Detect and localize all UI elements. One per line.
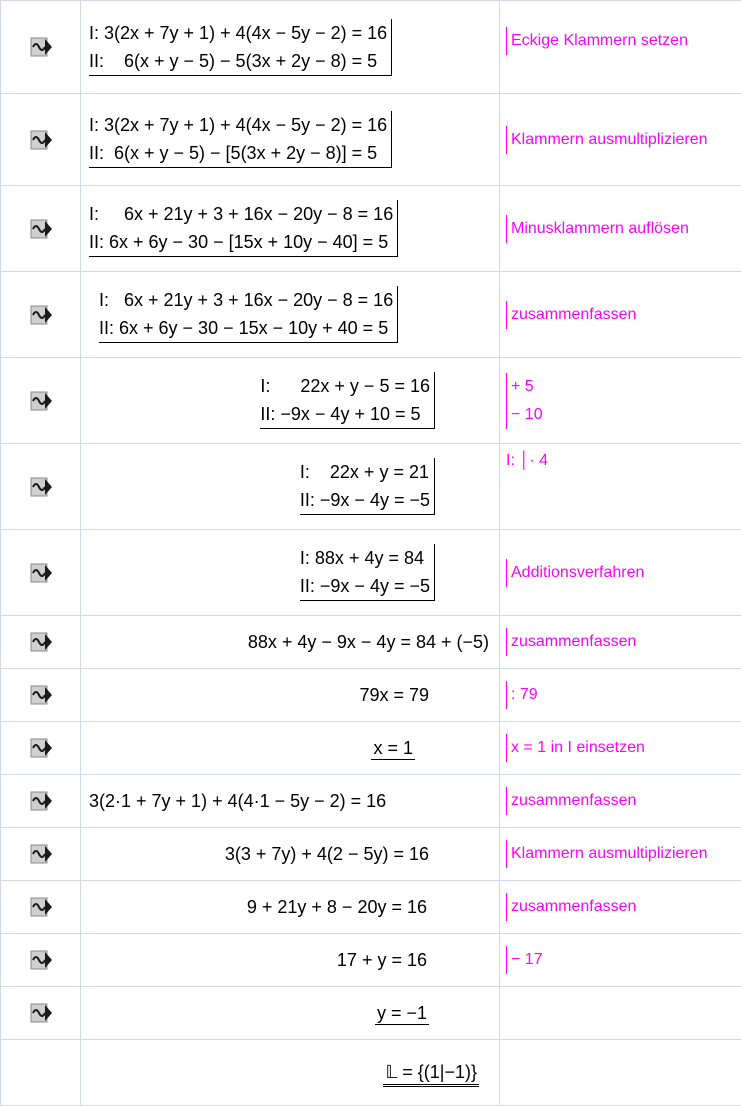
step-note: zusammenfassen bbox=[506, 893, 636, 921]
note-cell bbox=[500, 775, 741, 828]
step-note: zusammenfassen bbox=[506, 787, 636, 815]
equation-line-2: II: 6x + 6y − 30 − [15x + 10y − 40] = 5 bbox=[89, 232, 389, 252]
equation: 79x = 79 bbox=[359, 684, 429, 705]
equation-system bbox=[81, 94, 500, 186]
pen-icon bbox=[28, 302, 54, 328]
step-note bbox=[506, 373, 543, 429]
equation-system bbox=[81, 358, 500, 444]
step-note: x = 1 in I einsetzen bbox=[506, 734, 645, 762]
note-cell bbox=[500, 881, 741, 934]
pen-icon bbox=[28, 841, 54, 867]
step-note-line-1: + 5 bbox=[511, 377, 534, 395]
note-cell bbox=[500, 828, 741, 881]
note-cell bbox=[500, 444, 741, 530]
equation: 3(2·1 + 7y + 1) + 4(4·1 − 5y − 2) = 16 bbox=[89, 790, 387, 811]
equation-line-2: II: 6x + 6y − 30 − 15x − 10y + 40 = 5 bbox=[99, 318, 389, 338]
step-note: Minusklammern auflösen bbox=[506, 215, 689, 243]
note-cell bbox=[500, 722, 741, 775]
table-row bbox=[1, 616, 741, 669]
table-row bbox=[1, 828, 741, 881]
step-note: Eckige Klammern setzen bbox=[506, 27, 688, 55]
table-row bbox=[1, 358, 741, 444]
step-note: zusammenfassen bbox=[506, 628, 636, 656]
pen-icon bbox=[28, 682, 54, 708]
equation-cell bbox=[81, 775, 500, 828]
equation-line-2: II: −9x − 4y = −5 bbox=[299, 576, 430, 596]
icon-cell bbox=[1, 94, 81, 186]
equation-line-1: I: 88x + 4y = 84 bbox=[299, 548, 424, 568]
note-cell bbox=[500, 94, 741, 186]
equation-line-2: II: −9x − 4y + 10 = 5 bbox=[260, 404, 421, 424]
table-row bbox=[1, 1, 741, 94]
note-cell bbox=[500, 358, 741, 444]
pen-icon bbox=[28, 629, 54, 655]
note-cell bbox=[500, 934, 741, 987]
table-row bbox=[1, 186, 741, 272]
equation-line-1: I: 3(2x + 7y + 1) + 4(4x − 5y − 2) = 16 bbox=[89, 115, 388, 135]
note-cell bbox=[500, 669, 741, 722]
icon-cell bbox=[1, 186, 81, 272]
pen-icon bbox=[28, 388, 54, 414]
icon-cell bbox=[1, 272, 81, 358]
icon-cell bbox=[1, 934, 81, 987]
table-row bbox=[1, 272, 741, 358]
equation-system bbox=[81, 530, 500, 616]
table-row bbox=[1, 669, 741, 722]
icon-cell bbox=[1, 1040, 81, 1106]
pen-icon bbox=[28, 947, 54, 973]
note-cell bbox=[500, 1040, 741, 1106]
icon-cell bbox=[1, 775, 81, 828]
step-note: Additionsverfahren bbox=[506, 559, 644, 587]
note-cell bbox=[500, 616, 741, 669]
note-cell bbox=[500, 530, 741, 616]
equation-system bbox=[81, 186, 500, 272]
step-note: − 17 bbox=[506, 946, 543, 974]
note-cell bbox=[500, 186, 741, 272]
table-row bbox=[1, 722, 741, 775]
pen-icon bbox=[28, 560, 54, 586]
pen-icon bbox=[28, 1000, 54, 1026]
equation-system bbox=[81, 444, 500, 530]
equation-line-1: I: 22x + y − 5 = 16 bbox=[260, 376, 430, 396]
icon-cell bbox=[1, 669, 81, 722]
equation-system bbox=[81, 1, 500, 94]
note-cell bbox=[500, 272, 741, 358]
table-row bbox=[1, 444, 741, 530]
equation-cell bbox=[81, 828, 500, 881]
table-row bbox=[1, 881, 741, 934]
icon-cell bbox=[1, 987, 81, 1040]
table-row bbox=[1, 1040, 741, 1106]
equation-cell bbox=[81, 1040, 500, 1106]
table-row bbox=[1, 530, 741, 616]
equation-line-2: II: −9x − 4y = −5 bbox=[299, 490, 430, 510]
equation: 3(3 + 7y) + 4(2 − 5y) = 16 bbox=[224, 843, 429, 864]
equation-cell bbox=[81, 934, 500, 987]
icon-cell bbox=[1, 1, 81, 94]
equation: y = −1 bbox=[376, 1002, 427, 1023]
icon-cell bbox=[1, 616, 81, 669]
note-cell bbox=[500, 1, 741, 94]
pen-icon bbox=[28, 735, 54, 761]
equation-system bbox=[81, 272, 500, 358]
step-note: zusammenfassen bbox=[506, 301, 636, 329]
table-row bbox=[1, 775, 741, 828]
equation: 9 + 21y + 8 − 20y = 16 bbox=[246, 896, 427, 917]
icon-cell bbox=[1, 881, 81, 934]
equation-cell bbox=[81, 987, 500, 1040]
table-row bbox=[1, 987, 741, 1040]
equation-line-1: I: 6x + 21y + 3 + 16x − 20y − 8 = 16 bbox=[99, 290, 394, 310]
equation-line-2: II: 6(x + y − 5) − 5(3x + 2y − 8) = 5 bbox=[89, 50, 378, 71]
pen-icon bbox=[28, 127, 54, 153]
icon-cell bbox=[1, 722, 81, 775]
step-note: Klammern ausmultiplizieren bbox=[506, 840, 708, 868]
equation: 17 + y = 16 bbox=[336, 949, 427, 970]
equation-cell bbox=[81, 616, 500, 669]
icon-cell bbox=[1, 358, 81, 444]
equation-line-2: II: 6(x + y − 5) − [5(3x + 2y − 8)] = 5 bbox=[89, 143, 378, 163]
step-note: I: │· 4 bbox=[506, 452, 549, 469]
pen-icon bbox=[28, 216, 54, 242]
pen-icon bbox=[28, 474, 54, 500]
equation-cell bbox=[81, 881, 500, 934]
step-note: Klammern ausmultiplizieren bbox=[506, 126, 708, 154]
step-note-line-2: − 10 bbox=[511, 405, 543, 423]
equation-cell bbox=[81, 669, 500, 722]
icon-cell bbox=[1, 530, 81, 616]
pen-icon bbox=[28, 894, 54, 920]
table-row bbox=[1, 934, 741, 987]
icon-cell bbox=[1, 828, 81, 881]
equation-cell bbox=[81, 722, 500, 775]
equation-line-1: I: 22x + y = 21 bbox=[299, 462, 429, 482]
pen-icon bbox=[28, 34, 54, 60]
table-row bbox=[1, 94, 741, 186]
note-cell bbox=[500, 987, 741, 1040]
solution-set: 𝕃 = {(1|−1)} bbox=[383, 1062, 479, 1087]
equation: 88x + 4y − 9x − 4y = 84 + (−5) bbox=[247, 631, 489, 652]
equation-line-1: I: 6x + 21y + 3 + 16x − 20y − 8 = 16 bbox=[89, 204, 394, 224]
equation-line-1: I: 3(2x + 7y + 1) + 4(4x − 5y − 2) = 16 bbox=[89, 22, 388, 43]
step-note: : 79 bbox=[506, 681, 538, 709]
equation: x = 1 bbox=[373, 737, 413, 758]
icon-cell bbox=[1, 444, 81, 530]
pen-icon bbox=[28, 788, 54, 814]
